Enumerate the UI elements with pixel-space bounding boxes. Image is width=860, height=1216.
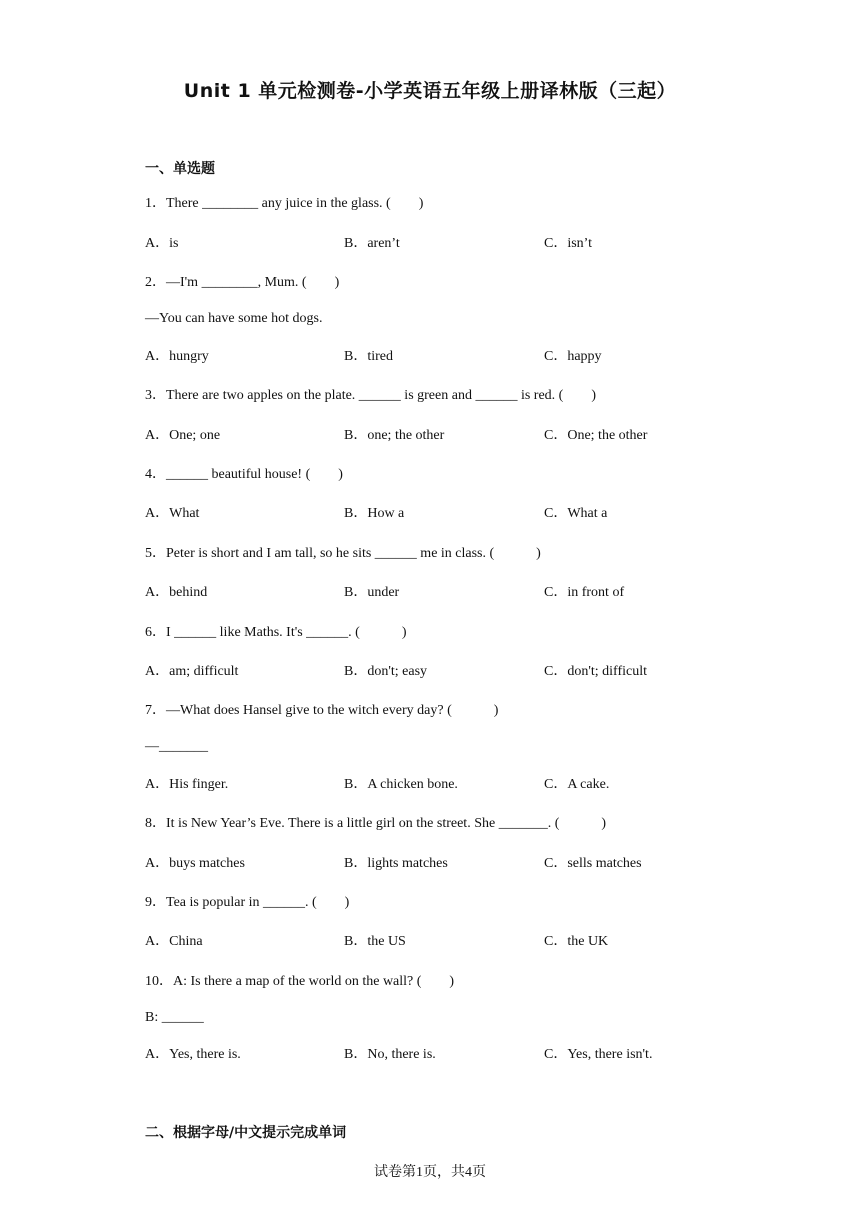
question-9-option-a: A．China bbox=[145, 934, 203, 949]
section-heading-word-completion: 二、根据字母/中文提示完成单词 bbox=[145, 1125, 347, 1141]
question-5-stem: 5．Peter is short and I am tall, so he sits ______ me in class. ( ) bbox=[145, 546, 541, 561]
question-10-answer-blank: B: ______ bbox=[145, 1010, 204, 1025]
question-5-option-a: A．behind bbox=[145, 585, 208, 600]
question-1-option-c: C．isn’t bbox=[544, 236, 592, 251]
question-8-option-c: C．sells matches bbox=[544, 856, 642, 871]
question-9-option-c: C．the UK bbox=[544, 934, 609, 949]
question-6-option-b: B．don't; easy bbox=[344, 664, 428, 679]
question-7-option-a: A．His finger. bbox=[145, 777, 229, 792]
question-7-option-c: C．A cake. bbox=[544, 777, 610, 792]
question-9-option-b: B．the US bbox=[344, 934, 406, 949]
question-10-option-a: A．Yes, there is. bbox=[145, 1047, 241, 1062]
question-8-option-b: B．lights matches bbox=[344, 856, 448, 871]
page-footer: 试卷第1页，共4页 bbox=[374, 1165, 486, 1180]
question-3-option-c: C．One; the other bbox=[544, 428, 648, 443]
question-8-stem: 8．It is New Year’s Eve. There is a little girl on the street. She _______. ( ) bbox=[145, 816, 607, 831]
question-3-option-a: A．One; one bbox=[145, 428, 221, 443]
question-3-stem: 3．There are two apples on the plate. ______ is green and ______ is red. ( ) bbox=[145, 388, 596, 403]
question-7-answer-blank: —_______ bbox=[145, 739, 208, 754]
question-3-option-b: B．one; the other bbox=[344, 428, 445, 443]
question-8-option-a: A．buys matches bbox=[145, 856, 245, 871]
question-4-option-c: C．What a bbox=[544, 506, 608, 521]
question-4-stem: 4．______ beautiful house! ( ) bbox=[145, 467, 343, 482]
question-6-option-c: C．don't; difficult bbox=[544, 664, 647, 679]
question-6-stem: 6．I ______ like Maths. It's ______. ( ) bbox=[145, 625, 407, 640]
question-5-option-b: B．under bbox=[344, 585, 400, 600]
question-5-option-c: C．in front of bbox=[544, 585, 625, 600]
document-title: Unit 1 单元检测卷-小学英语五年级上册译林版（三起） bbox=[183, 80, 677, 102]
question-2-option-a: A．hungry bbox=[145, 349, 209, 364]
question-4-option-b: B．How a bbox=[344, 506, 405, 521]
question-2-option-b: B．tired bbox=[344, 349, 393, 364]
question-10-option-b: B．No, there is. bbox=[344, 1047, 436, 1062]
question-6-option-a: A．am; difficult bbox=[145, 664, 239, 679]
question-1-option-a: A．is bbox=[145, 236, 179, 251]
question-1-option-b: B．aren’t bbox=[344, 236, 400, 251]
question-7-option-b: B．A chicken bone. bbox=[344, 777, 458, 792]
section-heading-single-choice: 一、单选题 bbox=[145, 161, 215, 177]
question-2-option-c: C．happy bbox=[544, 349, 602, 364]
question-9-stem: 9．Tea is popular in ______. ( ) bbox=[145, 895, 350, 910]
question-2-dialogue-line: —You can have some hot dogs. bbox=[145, 311, 323, 326]
question-7-stem: 7．—What does Hansel give to the witch every day? ( ) bbox=[145, 703, 499, 718]
question-2-stem: 2．—I'm ________, Mum. ( ) bbox=[145, 275, 340, 290]
question-1-stem: 1．There ________ any juice in the glass. ( ) bbox=[145, 196, 424, 211]
question-4-option-a: A．What bbox=[145, 506, 200, 521]
question-10-option-c: C．Yes, there isn't. bbox=[544, 1047, 653, 1062]
question-10-stem: 10．A: Is there a map of the world on the wall? ( ) bbox=[145, 974, 455, 989]
